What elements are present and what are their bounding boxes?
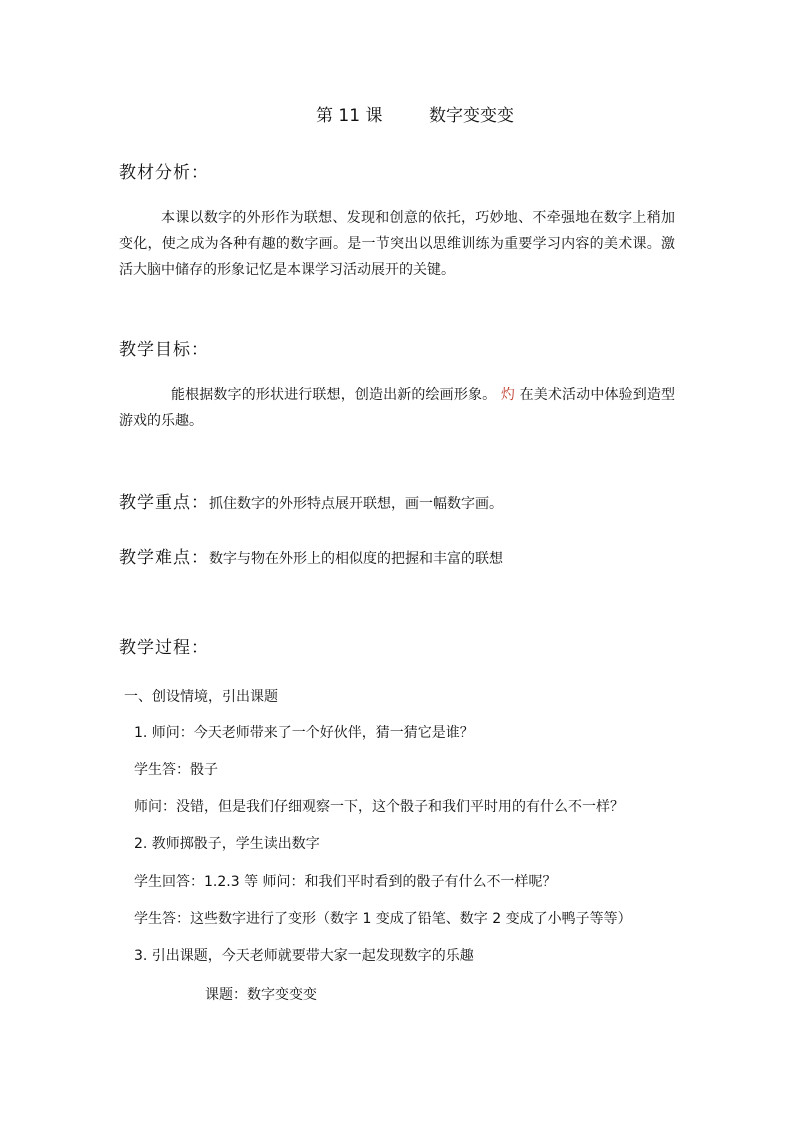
process-line: 学生回答：1.2.3 等 师问：和我们平时看到的骰子有什么不一样呢？ <box>134 874 557 890</box>
process-heading: 教学过程： <box>119 638 209 658</box>
analysis-paragraph: 本课以数字的外形作为联想、发现和创意的依托，巧妙地、不牵强地在数字上稍加变化，使之成为各种有趣的数字画。是一节突出以思维训练为重要学习内容的美术课。激活大脑中储存的形象记忆是本课学习活动展开的关键。 <box>119 210 675 278</box>
goals-heading: 教学目标： <box>119 340 209 360</box>
process-line: 1. 师问：今天老师带来了一个好伙伴，猜一猜它是谁？ <box>134 725 474 741</box>
goals-text-a: 能根据数字的形状进行联想，创造出新的绘画形象。 <box>171 387 497 403</box>
lesson-title: 数字变变变 <box>429 106 514 126</box>
process-line: 2. 教师掷骰子，学生读出数字 <box>134 836 320 852</box>
lesson-number: 第 11 课 <box>316 106 383 126</box>
process-topic-line: 课题：数字变变变 <box>205 987 317 1003</box>
process-line: 师问：没错，但是我们仔细观察一下，这个骰子和我们平时用的有什么不一样？ <box>134 799 624 815</box>
key-text: 抓住数字的外形特点展开联想，画一幅数字画。 <box>209 496 503 512</box>
process-line: 3. 引出课题，今天老师就要带大家一起发现数字的乐趣 <box>134 948 474 964</box>
key-point-line <box>119 495 503 512</box>
difficulty-heading: 教学难点： <box>119 548 209 568</box>
process-line: 学生答：骰子 <box>134 762 218 778</box>
goals-glyph: 灼 <box>500 387 516 403</box>
goals-text-b: 在美术活动中体验到造型游戏的乐趣。 <box>119 387 676 429</box>
process-line: 学生答：这些数字进行了变形（数字 1 变成了铅笔、数字 2 变成了小鸭子等等） <box>134 911 632 927</box>
process-section-title: 一、创设情境，引出课题 <box>124 689 278 705</box>
goals-paragraph <box>119 382 675 434</box>
difficulty-text: 数字与物在外形上的相似度的把握和丰富的联想 <box>209 551 503 567</box>
difficulty-line <box>119 550 503 567</box>
analysis-heading: 教材分析： <box>119 163 209 183</box>
key-heading: 教学重点： <box>119 493 209 513</box>
